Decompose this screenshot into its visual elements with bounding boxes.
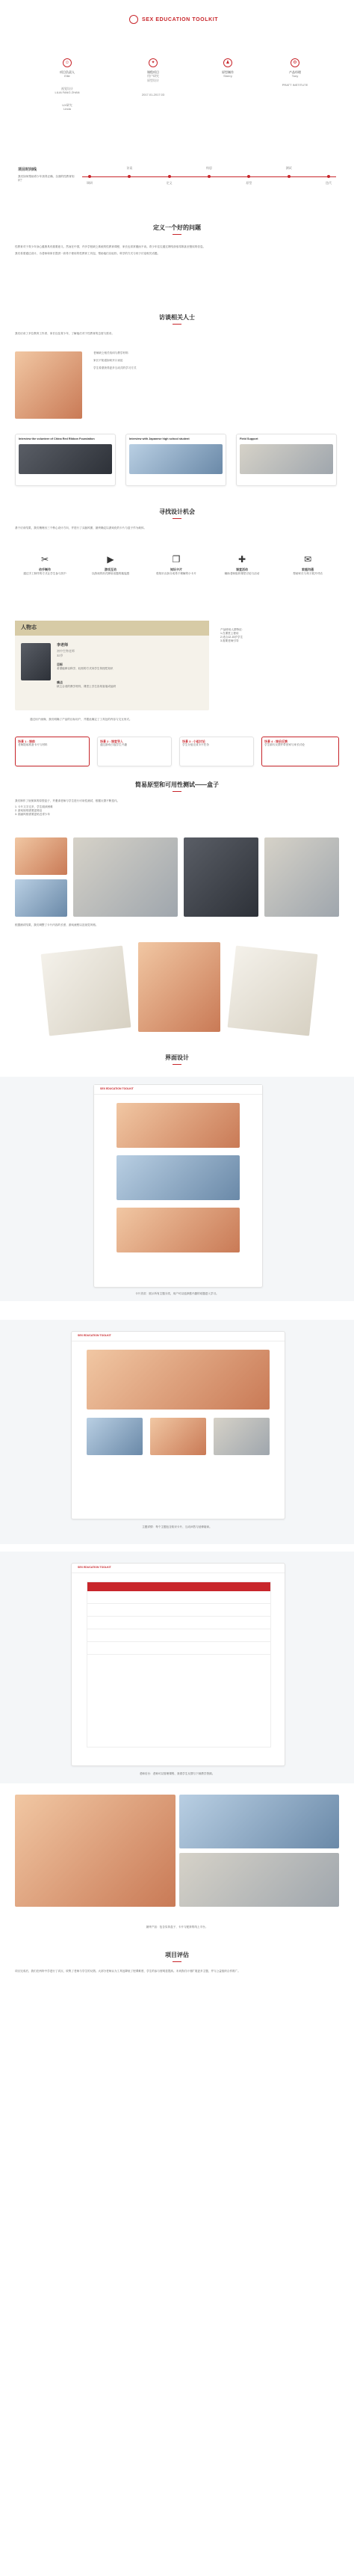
team-role-3: UX研究 Linda bbox=[62, 103, 72, 111]
timeline-dot bbox=[247, 175, 250, 178]
prototype-photo-3 bbox=[73, 837, 178, 917]
final-product bbox=[15, 1795, 339, 1922]
concept-section bbox=[15, 508, 339, 530]
header bbox=[0, 0, 354, 39]
timeline-dot bbox=[88, 175, 91, 178]
web-mockup-1 bbox=[93, 1084, 263, 1288]
web-mockup-3 bbox=[71, 1563, 285, 1766]
interview-underline bbox=[173, 324, 181, 325]
interview-intro: 我们访谈了多位教育工作者、家长以及青少年，了解他们对于性教育的态度与需求。 bbox=[15, 332, 114, 336]
final-photo-3 bbox=[179, 1853, 339, 1907]
timeline-dot bbox=[168, 175, 171, 178]
idea-1: ✂ 动手制作 通过手工制作的方式让学生参与其中 bbox=[15, 553, 75, 575]
persona-notes: 产品使用人群特征： 1.在课堂上使用 2.适合12-15岁学生 3.需要老师引导 bbox=[220, 628, 245, 642]
interface-underline bbox=[173, 1064, 181, 1066]
interface-caption-4: 最终产品：包含实体盒子、卡片与配套的线上平台。 bbox=[146, 1925, 208, 1928]
person-icon: ♟ bbox=[223, 58, 232, 67]
prototype-section bbox=[15, 781, 339, 817]
web-mockup-1-card-1[interactable] bbox=[117, 1103, 240, 1148]
persona-pain: 缺乏合适的教学材料，课堂上学生容易害羞或起哄 bbox=[57, 685, 117, 688]
prototype-finding-2: 2. 游戏规则需要更简洁 bbox=[15, 808, 43, 812]
persona-age: 32岁 bbox=[57, 654, 63, 657]
timeline-label: 项目时间线 bbox=[18, 167, 37, 172]
interview-card-3[interactable]: Field Support bbox=[236, 434, 337, 486]
web-mockup-2-tile-2[interactable] bbox=[150, 1418, 206, 1455]
scenario-2[interactable]: 场景 2 : 课堂导入 通过游戏引起学生兴趣 bbox=[97, 737, 172, 766]
scenario-3[interactable]: 场景 3 : 小组讨论 学生分组完成卡片任务 bbox=[179, 737, 254, 766]
finding-1: 老师缺乏相关培训与教学材料 bbox=[93, 351, 128, 354]
prototype-photo-1 bbox=[15, 837, 67, 875]
scenario-1[interactable]: 场景 1 : 课前 老师提前准备卡片与材料 bbox=[15, 737, 90, 766]
timeline-step-label: 迭代 bbox=[326, 181, 332, 185]
interface-caption-1: 卡片首页：展示所有主题分类，用户可以选择感兴趣的话题进入学习。 bbox=[135, 1292, 219, 1295]
book-icon: ❐ bbox=[172, 554, 181, 565]
interview-card-1-image bbox=[19, 444, 112, 474]
web-mockup-2-header: SEX EDUCATION TOOLKIT bbox=[72, 1332, 285, 1341]
timeline-dot bbox=[128, 175, 131, 178]
finding-2: 家长不知道如何开口谈论 bbox=[93, 358, 123, 362]
user-icon: ☺ bbox=[63, 58, 72, 67]
persona-header bbox=[15, 621, 209, 636]
scenario-4[interactable]: 场景 4 : 课后反馈 学生填写反馈并带回家与家长讨论 bbox=[261, 737, 339, 766]
interview-card-2-image bbox=[129, 444, 223, 474]
team-role-1: ☺ 项目负责人 Ellie bbox=[45, 58, 90, 79]
concept-heading: 寻找设计机会 bbox=[159, 508, 195, 515]
team-section bbox=[30, 58, 329, 141]
page-title: SEX EDUCATION TOOLKIT bbox=[142, 17, 219, 22]
interview-card-2[interactable]: Interview with Japanese high school student bbox=[125, 434, 226, 486]
team-role-5: ⚙ 产品经理 Tony PRATT INSTITUTE bbox=[269, 58, 321, 87]
tools-icon: ⚙ bbox=[291, 58, 299, 67]
card-shot-2 bbox=[138, 942, 220, 1032]
problem-section bbox=[15, 224, 339, 259]
idea-3: ❐ 知识卡片 将知识点拆分成易于理解的小卡片 bbox=[146, 553, 206, 575]
evaluation-underline bbox=[173, 1961, 181, 1963]
final-photo-2 bbox=[179, 1795, 339, 1848]
persona-card bbox=[15, 621, 209, 710]
timeline-step-label: 访谈 bbox=[126, 166, 133, 170]
prototype-photo-2 bbox=[15, 879, 67, 917]
card-shot-1 bbox=[41, 946, 131, 1036]
concept-intro: 基于访谈结果，我们梳理出三个核心设计方向，并进行了头脑风暴，最终确定以游戏化的卡片与盒子作为载体。 bbox=[15, 526, 147, 530]
persona-goals-title: 目标 bbox=[57, 663, 63, 666]
problem-paragraph-1: 性教育对于青少年身心健康具有重要意义。然而在中国，许多学校缺乏系统的性教育课程，家长也常常避而不谈。青少年往往通过网络获取零散甚至错误的信息。 bbox=[15, 245, 206, 249]
problem-underline bbox=[173, 234, 181, 236]
prototype-underline bbox=[173, 791, 181, 793]
web-mockup-1-card-2[interactable] bbox=[117, 1155, 240, 1200]
idea-4: ✚ 课堂活动 辅助老师组织课堂讨论与活动 bbox=[212, 553, 272, 575]
web-mockup-2-tile-1[interactable] bbox=[87, 1418, 143, 1455]
interface-heading: 界面设计 bbox=[165, 1054, 189, 1061]
interview-findings bbox=[93, 351, 340, 374]
timeline-step-label: 构思 bbox=[206, 166, 212, 170]
evaluation-heading: 项目评估 bbox=[165, 1952, 189, 1958]
persona-role: 初中生物老师 bbox=[57, 649, 75, 653]
web-mockup-1-card-3[interactable] bbox=[117, 1208, 240, 1252]
prototype-finding-1: 1. 卡片文字过多，学生阅读困难 bbox=[15, 805, 53, 809]
chat-icon: ✉ bbox=[303, 554, 312, 565]
web-mockup-2 bbox=[71, 1331, 285, 1519]
play-icon: ▶ bbox=[107, 554, 114, 565]
prototype-photo-4 bbox=[184, 837, 258, 917]
prototype-heading: 简易原型和可用性测试——盒子 bbox=[135, 781, 219, 788]
gamepad-icon: ✚ bbox=[237, 554, 246, 565]
logo-icon bbox=[129, 15, 138, 24]
timeline-dot bbox=[288, 175, 291, 178]
persona-name: 李老师 bbox=[57, 643, 69, 648]
interview-cards bbox=[15, 434, 339, 494]
timeline-step-label: 调研 bbox=[87, 181, 93, 185]
scenarios bbox=[15, 737, 339, 770]
timeline-step-label: 原型 bbox=[246, 181, 252, 185]
persona-avatar bbox=[21, 643, 51, 680]
interface-caption-3: 老师后台：老师可以管理课程、查看学生反馈与下载教学资源。 bbox=[139, 1772, 215, 1775]
persona-title: 人物志 bbox=[21, 625, 37, 630]
idea-2: ▶ 游戏互动 以游戏的形式降低话题的尴尬感 bbox=[81, 553, 140, 575]
interview-photo-chart bbox=[15, 351, 82, 419]
interface-section bbox=[15, 1054, 339, 1065]
card-shots bbox=[45, 942, 314, 1047]
persona-goals: 希望能够以科学、轻松的方式向学生传授性知识 bbox=[57, 667, 114, 670]
timeline-dot bbox=[327, 175, 330, 178]
interview-card-1[interactable]: Interview the volunteer of China Red Ribbon Foundation bbox=[15, 434, 116, 486]
scissors-icon: ✂ bbox=[40, 554, 49, 565]
prototype-outro: 根据测试结果，我们调整了卡片内容的长度、游戏流程以及视觉风格。 bbox=[15, 923, 99, 926]
finding-3: 学生希望获得更多互动式的学习方式 bbox=[93, 366, 137, 369]
prototype-intro: 我们制作了低保真的原型盒子，并邀请老师与学生进行可用性测试，根据反馈不断迭代。 bbox=[15, 799, 120, 803]
timeline-step-label: 测试 bbox=[285, 166, 292, 170]
interface-caption-2: 主题详情：每个主题包含知识卡片、互动问答与延伸阅读。 bbox=[142, 1525, 212, 1528]
prototype-photo-5 bbox=[264, 837, 339, 917]
problem-paragraph-2: 我们希望通过设计，为老师和家长提供一套易于使用的性教育工具包，帮助他们以轻松、科学的方式与孩子讨论相关话题。 bbox=[15, 252, 161, 256]
bulb-icon: ✦ bbox=[149, 58, 158, 67]
persona-pain-title: 痛点 bbox=[57, 680, 63, 684]
web-mockup-3-table bbox=[87, 1581, 271, 1747]
interview-heading: 访谈相关人士 bbox=[159, 314, 195, 321]
problem-heading: 定义一个好的问题 bbox=[153, 224, 201, 231]
web-mockup-3-header: SEX EDUCATION TOOLKIT bbox=[72, 1564, 285, 1573]
concept-underline bbox=[173, 518, 181, 520]
interview-section bbox=[15, 314, 339, 340]
web-mockup-2-hero bbox=[87, 1350, 270, 1410]
evaluation-paragraph: 项目完成后，我们在两所中学进行了试点，收集了老师与学生的反馈。大部分老师认为工具包降低了授课难度，学生的参与度明显提高。未来我们计划扩展更多主题，并与公益组织合作推广。 bbox=[15, 1970, 240, 1973]
idea-5: ✉ 家庭沟通 帮助家长与孩子展开对话 bbox=[278, 553, 338, 575]
interview-card-3-image bbox=[240, 444, 333, 474]
evaluation-section bbox=[15, 1952, 339, 1973]
timeline bbox=[15, 147, 344, 206]
project-tags: ✦ 课程项目 用户研究 原型设计 2017.01-2017.03 bbox=[127, 58, 179, 97]
prototype-finding-3: 3. 插画风格需要更贴近青少年 bbox=[15, 812, 51, 816]
team-role-2: 视觉设计 LILIA FANG ZHAN bbox=[55, 87, 80, 95]
timeline-dot bbox=[208, 175, 211, 178]
team-role-4: ♟ 原型制作 Sherry bbox=[202, 58, 254, 79]
timeline-step-label: 定义 bbox=[166, 181, 173, 185]
card-shot-3 bbox=[228, 946, 318, 1036]
timeline-note: 我们如何帮助青少年获得正确、全面的性教育知识？ bbox=[18, 175, 75, 182]
final-photo-1 bbox=[15, 1795, 176, 1907]
web-mockup-2-tile-3[interactable] bbox=[214, 1418, 270, 1455]
web-mockup-1-header: SEX EDUCATION TOOLKIT bbox=[94, 1085, 262, 1095]
concept-ideas bbox=[15, 553, 339, 606]
persona-summary: 通过用户画像，我们明确了产品的目标用户，并据此确定了工具包的内容与交互形式。 bbox=[30, 718, 132, 721]
